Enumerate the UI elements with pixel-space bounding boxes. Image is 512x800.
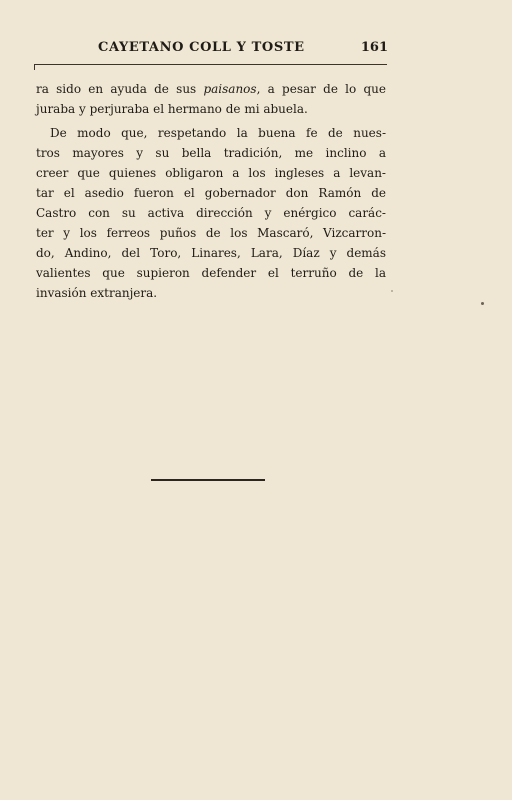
- text-line: invasión extranjera.: [36, 286, 158, 300]
- paragraph-2: [36, 123, 386, 303]
- text-line: valientes que supieron defender el terruño de la: [36, 266, 386, 280]
- page-text: [36, 79, 386, 303]
- text-segment: , a pesar de lo que: [256, 82, 386, 96]
- running-title: CAYETANO COLL Y TOSTE: [98, 40, 305, 55]
- header-rule: [34, 64, 387, 65]
- text-line: [36, 79, 386, 99]
- running-header: [98, 40, 398, 58]
- text-line: do, Andino, del Toro, Linares, Lara, Díaz y demás: [36, 246, 386, 260]
- text-line: tar el asedio fueron el gobernador don Ramón de: [36, 186, 386, 200]
- text-segment: ra sido en ayuda de sus: [36, 82, 204, 96]
- header-rule-tick: [34, 64, 35, 70]
- text-line: creer que quienes obligaron a los ingleses a levan-: [36, 166, 386, 180]
- text-line: Castro con su activa dirección y enérgico carác-: [36, 206, 386, 220]
- paragraph-1: [36, 79, 386, 119]
- italic-word: paisanos: [203, 82, 257, 96]
- page-number: 161: [360, 40, 388, 55]
- text-line: tros mayores y su bella tradición, me inclino a: [36, 146, 386, 160]
- section-end-rule: [151, 479, 265, 481]
- text-line: De modo que, respetando la buena fe de nues-: [50, 126, 386, 140]
- text-line: ter y los ferreos puños de los Mascaró, Vizcarron-: [36, 226, 386, 240]
- text-line: juraba y perjuraba el hermano de mi abuela.: [36, 102, 308, 116]
- paper-speck: [391, 290, 393, 292]
- paper-speck: [481, 302, 484, 305]
